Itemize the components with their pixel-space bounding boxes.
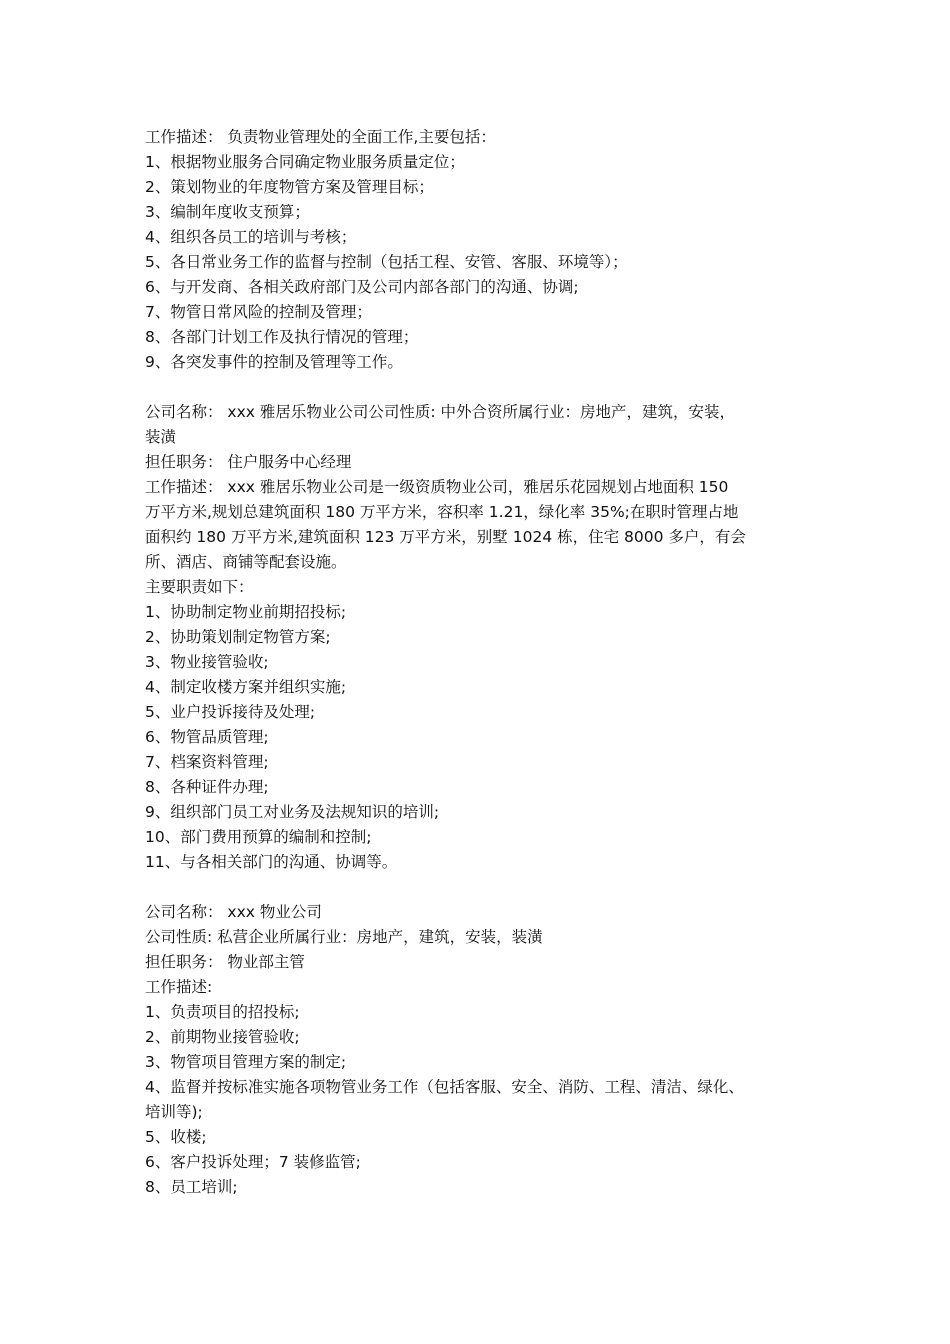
job-description-heading: 工作描述: (145, 978, 213, 996)
duty-item: 4、制定收楼方案并组织实施; (145, 678, 347, 696)
job-description-line: 工作描述： 负责物业管理处的全面工作,主要包括： (145, 128, 496, 146)
job-description-line: 所、酒店、商铺等配套设施。 (145, 553, 347, 571)
duty-item: 8、员工培训; (145, 1178, 238, 1196)
duty-item: 4、组织各员工的培训与考核； (145, 228, 357, 246)
duty-item: 2、策划物业的年度物管方案及管理目标； (145, 178, 434, 196)
duty-item: 9、各突发事件的控制及管理等工作。 (145, 353, 403, 371)
duty-item: 1、协助制定物业前期招投标; (145, 603, 347, 621)
duty-item: 7、档案资料管理; (145, 753, 269, 771)
duty-item: 3、物业接管验收; (145, 653, 269, 671)
company-type-line: 公司性质: 私营企业所属行业：房地产，建筑，安装，装潢 (145, 928, 543, 946)
company-info-line: 装潢 (145, 428, 177, 446)
position-line: 担任职务： 住户服务中心经理 (145, 453, 352, 471)
duty-item: 1、根据物业服务合同确定物业服务质量定位； (145, 153, 465, 171)
job-description-line: 工作描述： xxx 雅居乐物业公司是一级资质物业公司，雅居乐花园规划占地面积 150 (145, 478, 729, 496)
duty-item: 10、部门费用预算的编制和控制; (145, 828, 372, 846)
position-line: 担任职务： 物业部主管 (145, 953, 305, 971)
section-spacer (145, 875, 825, 900)
duty-item: 6、物管品质管理; (145, 728, 269, 746)
duty-item: 7、物管日常风险的控制及管理； (145, 303, 372, 321)
duty-item: 5、各日常业务工作的监督与控制（包括工程、安管、客服、环境等）； (145, 253, 628, 271)
company-name-line: 公司名称： xxx 物业公司 (145, 903, 322, 921)
section-3 (145, 900, 825, 1200)
company-info-line: 公司名称： xxx 雅居乐物业公司公司性质: 中外合资所属行业：房地产，建筑，安装， (145, 403, 736, 421)
job-description-line: 万平方米,规划总建筑面积 180 万平方米，容积率 1.21，绿化率 35%;在职时管理占地 (145, 503, 739, 521)
duty-item: 6、客户投诉处理；7 装修监管; (145, 1153, 361, 1171)
section-2 (145, 400, 825, 875)
duty-item: 5、业户投诉接待及处理; (145, 703, 316, 721)
job-description-line: 面积约 180 万平方米,建筑面积 123 万平方米，别墅 1024 栋，住宅 8000 多户，有会 (145, 528, 746, 546)
duty-item: 8、各种证件办理; (145, 778, 269, 796)
duty-item: 8、各部门计划工作及执行情况的管理； (145, 328, 419, 346)
duty-item: 3、编制年度收支预算； (145, 203, 310, 221)
duty-item: 2、前期物业接管验收; (145, 1028, 300, 1046)
duty-item: 培训等); (145, 1103, 203, 1121)
section-spacer (145, 375, 825, 400)
duty-item: 9、组织部门员工对业务及法规知识的培训; (145, 803, 440, 821)
duty-item: 1、负责项目的招投标; (145, 1003, 300, 1021)
duty-item: 6、与开发商、各相关政府部门及公司内部各部门的沟通、协调; (145, 278, 579, 296)
duty-item: 5、收楼; (145, 1128, 207, 1146)
duty-item: 2、协助策划制定物管方案; (145, 628, 331, 646)
duty-item: 11、与各相关部门的沟通、协调等。 (145, 853, 398, 871)
duty-item: 4、监督并按标准实施各项物管业务工作（包括客服、安全、消防、工程、清洁、绿化、 (145, 1078, 744, 1096)
duty-item: 3、物管项目管理方案的制定; (145, 1053, 347, 1071)
duties-heading: 主要职责如下： (145, 578, 254, 596)
document-page (145, 125, 825, 1200)
section-1 (145, 125, 825, 375)
